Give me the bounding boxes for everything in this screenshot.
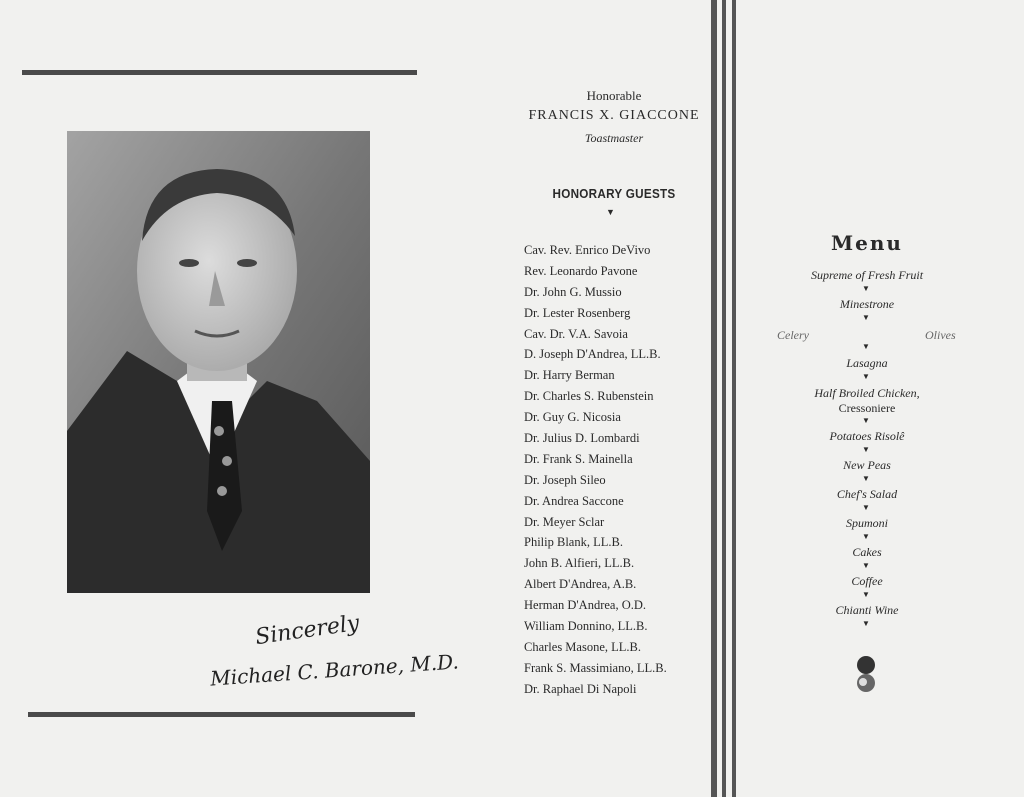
guest-name: Dr. Guy G. Nicosia — [524, 410, 621, 425]
menu-item-peas: New Peas — [843, 458, 891, 472]
arrow-down-icon: ▼ — [862, 342, 870, 351]
arrow-down-icon: ▼ — [862, 372, 870, 381]
arrow-down-icon: ▼ — [862, 416, 870, 425]
guest-name: Albert D'Andrea, A.B. — [524, 577, 637, 592]
guest-name: Cav. Dr. V.A. Savoia — [524, 326, 628, 341]
arrow-down-icon: ▼ — [862, 313, 870, 322]
guest-name: Dr. Raphael Di Napoli — [524, 681, 637, 696]
arrow-down-icon: ▼ — [862, 590, 870, 599]
menu-item-coffee: Coffee — [851, 574, 883, 588]
guest-name: D. Joseph D'Andrea, LL.B. — [524, 347, 661, 362]
menu-item-olives: Olives — [925, 328, 956, 342]
guest-name: Herman D'Andrea, O.D. — [524, 598, 647, 613]
guest-name: Charles Masone, LL.B. — [524, 639, 641, 654]
arrow-down-icon: ▼ — [862, 619, 870, 628]
guest-name: Dr. John G. Mussio — [524, 284, 622, 299]
arrow-down-icon: ▼ — [862, 445, 870, 454]
portrait-photo — [67, 131, 370, 593]
menu-item-cakes: Cakes — [852, 545, 882, 559]
menu-item-minestrone: Minestrone — [839, 297, 895, 311]
guest-name: Dr. Joseph Sileo — [524, 472, 606, 487]
menu-item-wine: Chianti Wine — [835, 603, 899, 617]
toastmaster-name: FRANCIS X. GIACCONE — [528, 108, 700, 123]
menu-item-spumoni: Spumoni — [846, 516, 888, 530]
fold-bar — [732, 0, 736, 797]
toastmaster-honorific: Honorable — [586, 88, 642, 103]
guest-name: Dr. Lester Rosenberg — [524, 305, 631, 320]
guest-name: Dr. Andrea Saccone — [524, 493, 624, 508]
arrow-down-icon: ▼ — [862, 561, 870, 570]
arrow-down-icon: ▼ — [862, 503, 870, 512]
menu-item-salad: Chef's Salad — [836, 487, 898, 501]
guest-name: Dr. Harry Berman — [524, 368, 615, 383]
guest-name: Rev. Leonardo Pavone — [524, 263, 638, 278]
arrow-down-icon: ▼ — [862, 284, 870, 293]
arrow-down-icon: ▼ — [862, 474, 870, 483]
arrow-down-icon: ▼ — [862, 532, 870, 541]
honorary-guests-heading: HONORARY GUESTS — [552, 186, 676, 201]
portrait-illustration — [67, 131, 370, 593]
signature-name: Michael C. Barone, M.D. — [209, 649, 460, 691]
guest-name: Dr. Frank S. Mainella — [524, 451, 633, 466]
guest-name: Dr. Julius D. Lombardi — [524, 431, 640, 446]
menu-item-fruit: Supreme of Fresh Fruit — [810, 268, 924, 282]
menu-item-chicken: Half Broiled Chicken, — [814, 386, 920, 400]
signature — [209, 610, 460, 698]
honorary-guests-list — [524, 240, 667, 700]
guest-name: Dr. Meyer Sclar — [524, 514, 605, 529]
top-rule — [22, 70, 417, 75]
arrow-down-icon: ▼ — [606, 207, 615, 217]
guest-name: Dr. Charles S. Rubenstein — [524, 389, 654, 404]
guest-name: Frank S. Massimiano, LL.B. — [524, 660, 667, 675]
menu-item-potatoes: Potatoes Risolê — [829, 429, 905, 443]
menu-title: Menu — [831, 231, 903, 255]
seal-icon — [855, 655, 877, 693]
bottom-rule — [28, 712, 415, 717]
guest-name: John B. Alfieri, LL.B. — [524, 556, 635, 571]
menu-item-lasagna: Lasagna — [846, 356, 888, 370]
menu-item-cressoniere: Cressoniere — [838, 401, 896, 415]
guest-name: Philip Blank, LL.B. — [524, 535, 623, 550]
fold-bar — [722, 0, 726, 797]
guest-name: William Donnino, LL.B. — [524, 619, 648, 634]
toastmaster-title: Toastmaster — [584, 131, 644, 145]
guest-name: Cav. Rev. Enrico DeVivo — [524, 243, 651, 257]
fold-bar — [711, 0, 717, 797]
signature-closing: Sincerely — [253, 610, 361, 651]
menu-item-celery: Celery — [777, 328, 809, 342]
